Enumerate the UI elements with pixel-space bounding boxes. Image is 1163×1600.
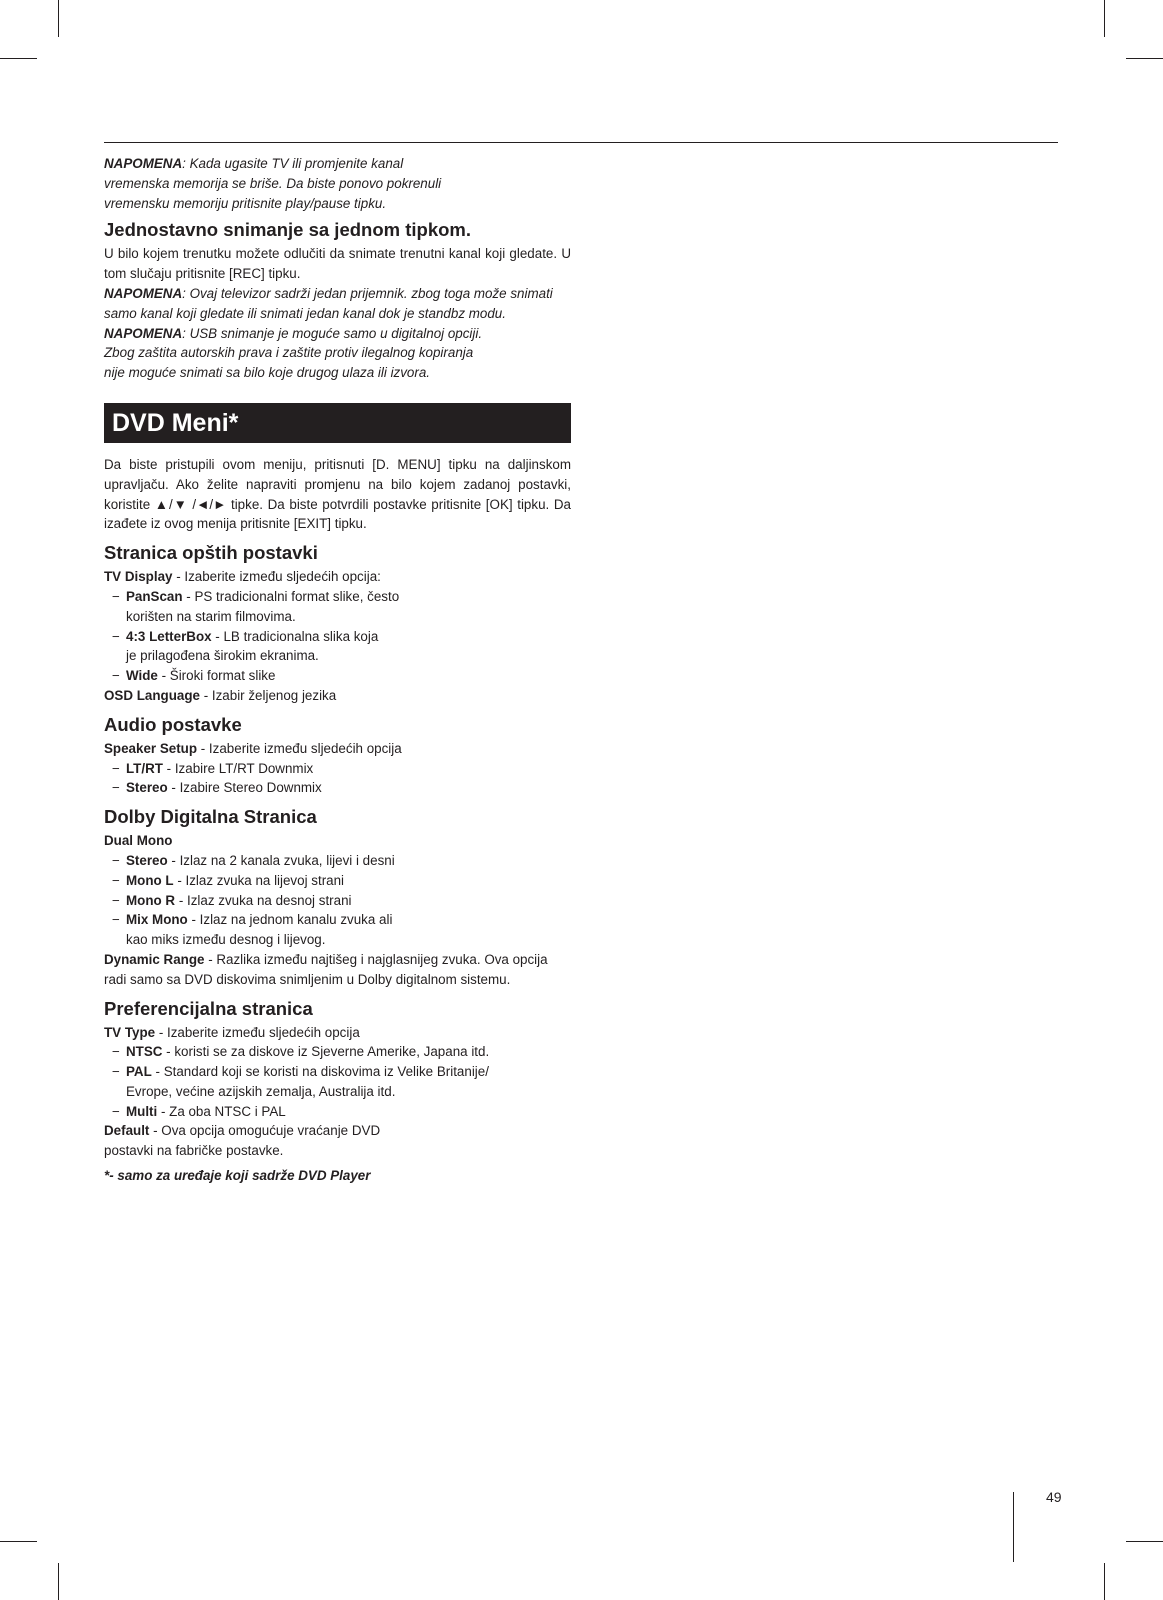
list-item-cont: korišten na starim filmovima. [126,608,296,624]
list-item: − NTSC - koristi se za diskove iz Sjeverne Amerike, Japana itd. [104,1042,571,1062]
default-line-cont: postavki na fabričke postavke. [104,1143,284,1159]
list-item-cont: je prilagođena širokim ekranima. [126,648,319,664]
note-timeshift: NAPOMENA: Kada ugasite TV ili promjenite kanal vremenska memorija se briše. Da biste ponovo pokrenuli vremensku memoriju pritisnite play/pause tipku. [104,156,442,211]
speaker-setup-line: Speaker Setup - Izaberite između sljedećih opcija [104,740,402,756]
heading-general-setup: Stranica opštih postavki [104,542,318,564]
list-item: − Multi - Za oba NTSC i PAL [104,1102,571,1122]
page-number: 49 [1046,1489,1062,1505]
tv-display-line: TV Display - Izaberite između sljedećih opcija: [104,569,381,585]
crop-mark [1126,1541,1163,1542]
list-item-cont: Evrope, većine azijskih zemalja, Australija itd. [126,1083,396,1099]
footnote: *- samo za uređaje koji sadrže DVD Player [104,1168,371,1184]
heading-one-touch-record: Jednostavno snimanje sa jednom tipkom. [104,219,472,241]
tv-type-line: TV Type - Izaberite između sljedećih opcija [104,1024,360,1040]
one-touch-body: U bilo kojem trenutku možete odlučiti da snimate trenutni kanal koji gledate. U tom slučaju pritisnite [REC] tipku. [104,246,571,282]
crop-mark [58,1563,59,1600]
list-item: − PAL - Standard koji se koristi na diskovima iz Velike Britanije/ [104,1062,571,1082]
main-column [104,154,571,1186]
list-item: − Stereo - Izlaz na 2 kanala zvuka, lijevi i desni [104,851,571,871]
list-item-cont: kao miks između desnog i lijevog. [126,932,326,948]
list-item: − Mix Mono - Izlaz na jednom kanalu zvuka ali [104,910,571,930]
heading-preference: Preferencijalna stranica [104,997,313,1019]
heading-audio-setup: Audio postavke [104,713,242,735]
list-item: − PanScan - PS tradicionalni format slike, često [104,587,571,607]
list-item: − Wide - Široki format slike [104,666,571,686]
crop-mark [1104,0,1105,37]
list-item: − Mono L - Izlaz zvuka na lijevoj strani [104,871,571,891]
list-item: − 4:3 LetterBox - LB tradicionalna slika koja [104,627,571,647]
dual-mono-label: Dual Mono [104,833,173,849]
header-rule [104,142,1058,143]
heading-dolby-digital: Dolby Digitalna Stranica [104,806,317,828]
dynamic-range-line: Dynamic Range - Razlika između najtišeg i najglasnijeg zvuka. Ova opcija radi samo sa DVD diskovima snimljenim u Dolby digitalnom sistemu. [104,951,548,987]
list-item: − LT/RT - Izabire LT/RT Downmix [104,759,571,779]
crop-mark [0,1541,37,1542]
dvd-menu-banner: DVD Meni* [104,403,571,443]
note-usb-recording: NAPOMENA: USB snimanje je moguće samo u digitalnoj opciji. Zbog zaštita autorskih prava i zaštite protiv ilegalnog kopiranja nije moguće snimati sa bilo koje drugog ulaza ili izvora. [104,325,483,381]
default-line: Default - Ova opcija omogućuje vraćanje DVD [104,1123,381,1139]
crop-mark [0,58,37,59]
crop-mark [1126,58,1163,59]
list-item: − Mono R - Izlaz zvuka na desnoj strani [104,891,571,911]
dvd-intro: Da biste pristupili ovom meniju, pritisnuti [D. MENU] tipku na daljinskom upravljaču. Ako želite napraviti promjenu na bilo kojem zadanoj postavki, koristite ▲/▼ /◄/► tipke. Da biste potvrdili postavke pritisnite [OK] tipku. Da izađete iz ovog menija pritisnite [EXIT] tipku. [104,456,571,532]
footer-rule [1013,1492,1014,1562]
crop-mark [1104,1563,1105,1600]
list-item: − Stereo - Izabire Stereo Downmix [104,778,571,798]
osd-language-line: OSD Language - Izabir željenog jezika [104,687,337,703]
crop-mark [58,0,59,37]
note-single-tuner: NAPOMENA: Ovaj televizor sadrži jedan prijemnik. zbog toga može snimati samo kanal koji gledate ili snimati jedan kanal dok je standbz modu. [104,285,553,321]
